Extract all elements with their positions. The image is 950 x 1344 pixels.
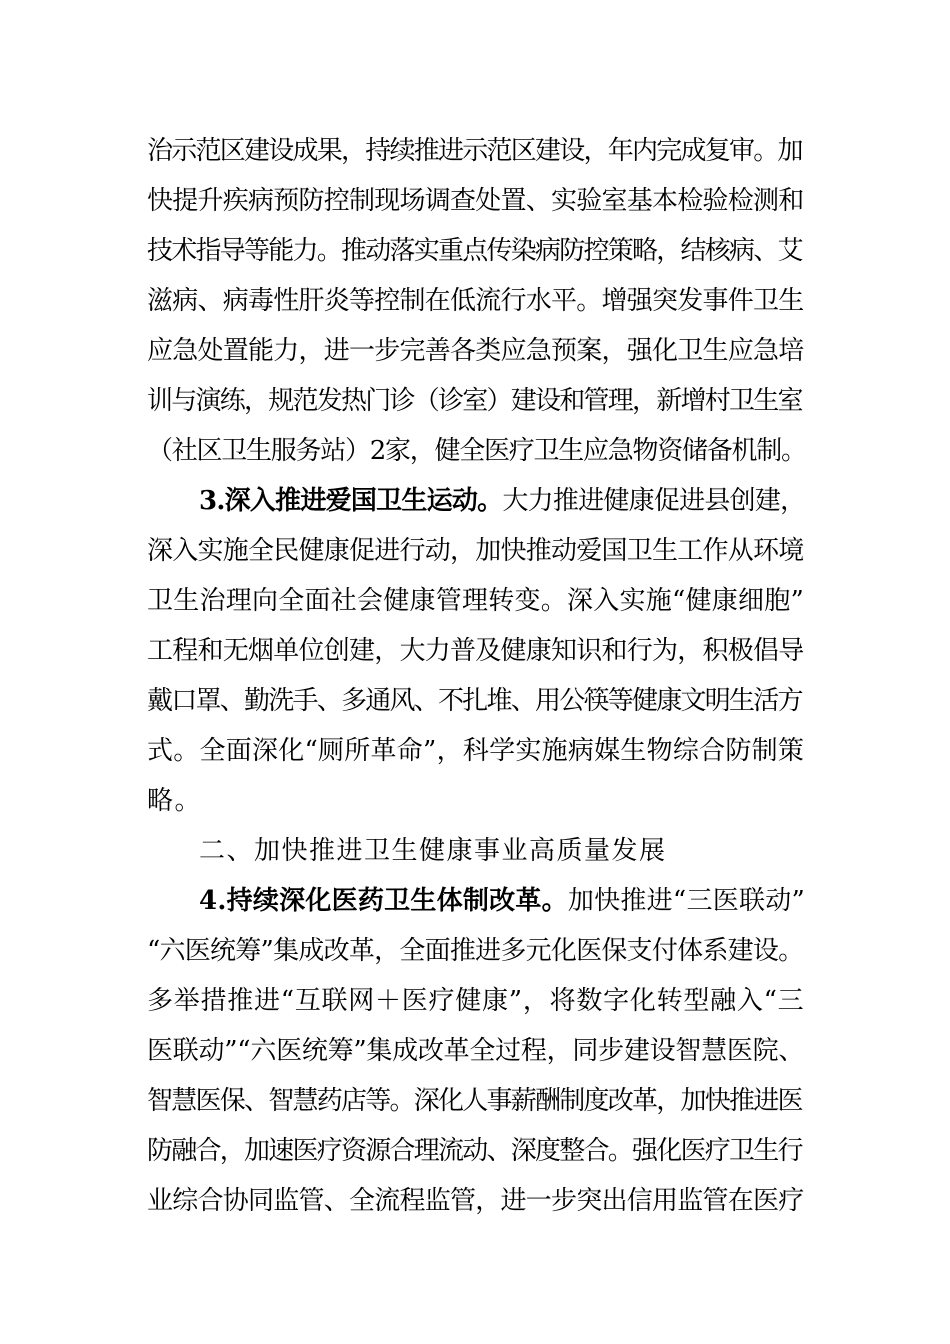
body-text-line: 应急处置能力，进一步完善各类应急预案，强化卫生应急培 xyxy=(147,336,804,366)
body-text-line: 治示范区建设成果，持续推进示范区建设，年内完成复审。加 xyxy=(147,136,802,166)
body-text-line: 略。 xyxy=(147,786,203,816)
paragraph-heading: 4.持续深化医药卫生体制改革。 xyxy=(199,886,568,916)
body-text-segment: 加快推进“三医联动” xyxy=(567,886,805,916)
body-text-line: （社区卫生服务站）2家，健全医疗卫生应急物资储备机制。 xyxy=(147,436,806,466)
body-text-line: 多举措推进“互联网＋医疗健康”，将数字化转型融入“三 xyxy=(147,986,805,1016)
paragraph-first-line xyxy=(199,881,807,921)
body-text-line: 工程和无烟单位创建，大力普及健康知识和行为，积极倡导 xyxy=(147,636,804,666)
section-heading: 二、加快推进卫生健康事业高质量发展 xyxy=(199,836,667,866)
body-text-line: 训与演练，规范发热门诊（诊室）建设和管理，新增村卫生室 xyxy=(147,386,802,416)
body-text-line: 防融合，加速医疗资源合理流动、深度整合。强化医疗卫生行 xyxy=(147,1136,802,1166)
body-text-line: 深入实施全民健康促进行动，加快推动爱国卫生工作从环境 xyxy=(147,536,804,566)
body-text-segment: 大力推进健康促进县创建， xyxy=(502,486,806,516)
body-text-line: 智慧医保、智慧药店等。深化人事薪酬制度改革，加快推进医 xyxy=(147,1086,802,1116)
paragraph-heading: 3.深入推进爱国卫生运动。 xyxy=(199,486,503,516)
body-text-line: 式。全面深化“厕所革命”，科学实施病媒生物综合防制策 xyxy=(147,736,805,766)
body-text-line: 技术指导等能力。推动落实重点传染病防控策略，结核病、艾 xyxy=(147,236,802,266)
body-text-line: 滋病、病毒性肝炎等控制在低流行水平。增强突发事件卫生 xyxy=(147,286,804,316)
body-text-line: 卫生治理向全面社会健康管理转变。深入实施“健康细胞” xyxy=(147,586,805,616)
body-text-line: 医联动”“六医统筹”集成改革全过程，同步建设智慧医院、 xyxy=(147,1036,805,1066)
body-text-line: 业综合协同监管、全流程监管，进一步突出信用监管在医疗 xyxy=(147,1186,804,1216)
body-text-line: 戴口罩、勤洗手、多通风、不扎堆、用公筷等健康文明生活方 xyxy=(147,686,802,716)
paragraph-first-line xyxy=(199,481,807,521)
body-text-line: “六医统筹”集成改革，全面推进多元化医保支付体系建设。 xyxy=(147,936,804,966)
body-text-line: 快提升疾病预防控制现场调查处置、实验室基本检验检测和 xyxy=(147,186,804,216)
